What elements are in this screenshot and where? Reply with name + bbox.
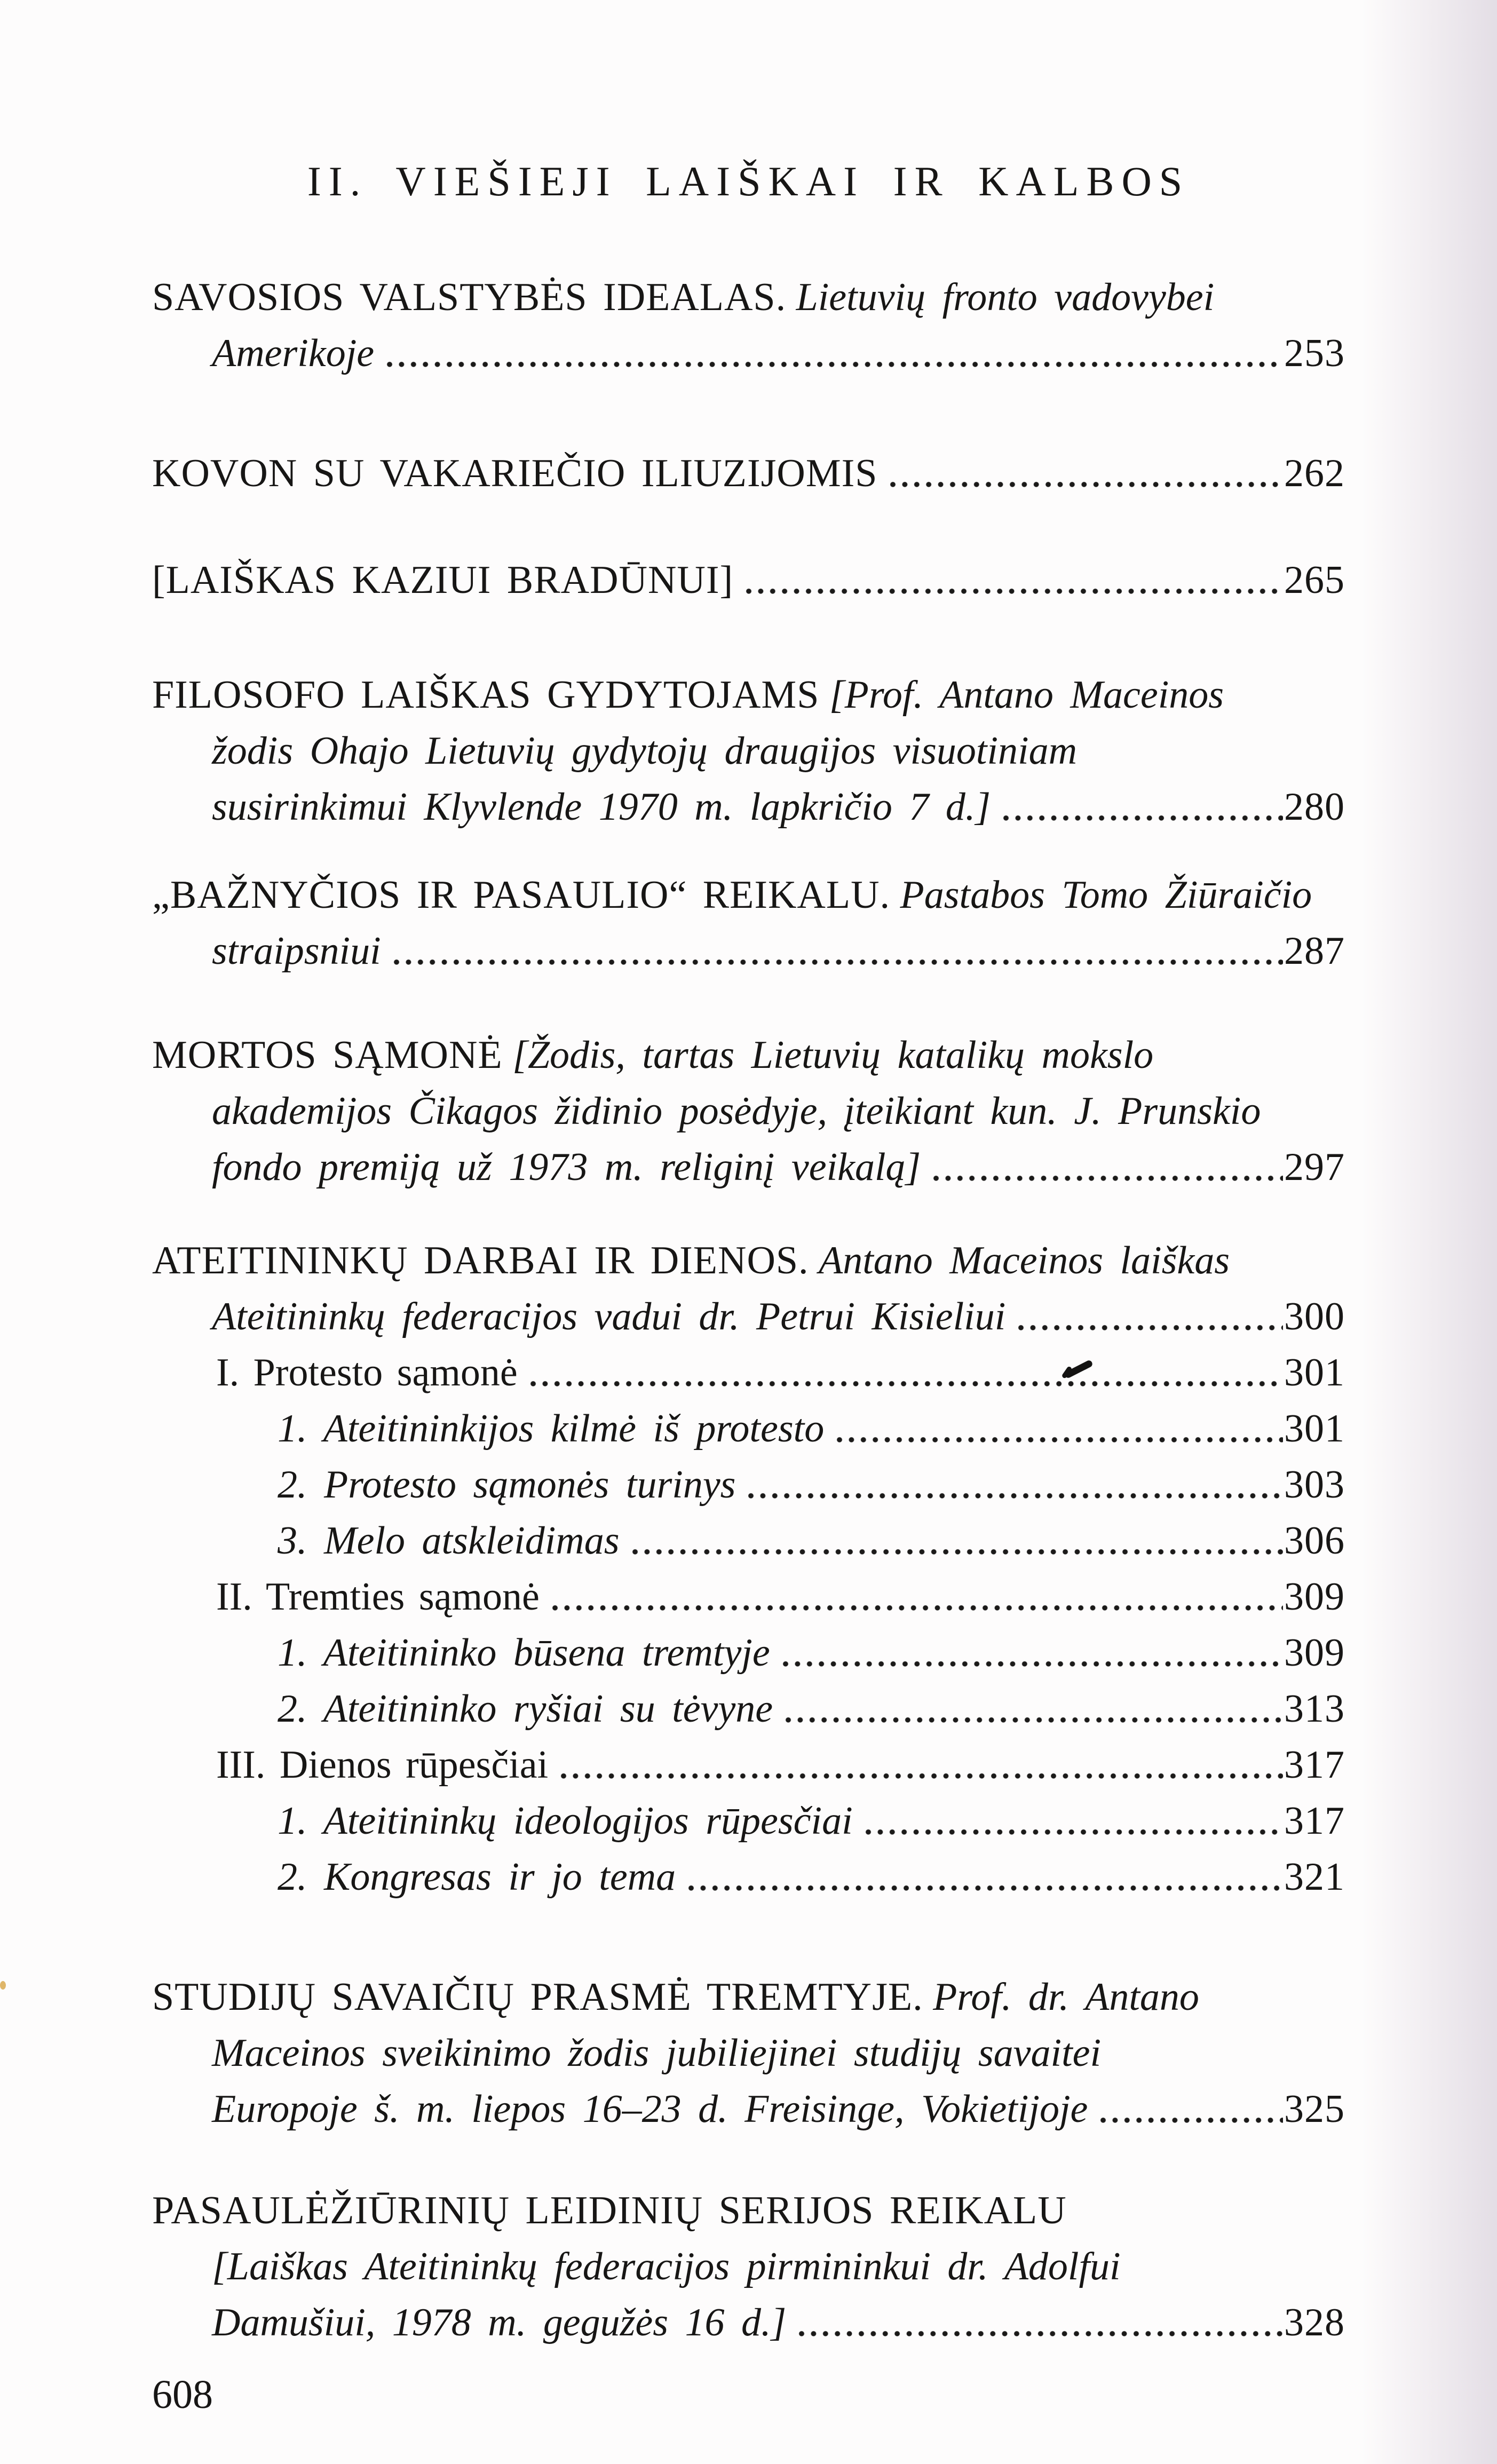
toc-line bbox=[152, 923, 1345, 979]
entry-title-caps: SAVOSIOS VALSTYBĖS IDEALAS. bbox=[152, 275, 787, 319]
page-ref: 321 bbox=[1284, 1855, 1345, 1899]
entry-title-italic: Antano Maceinos laiškas bbox=[819, 1239, 1230, 1282]
toc-line bbox=[152, 1969, 1345, 2025]
toc-line bbox=[152, 552, 1345, 608]
toc-line bbox=[152, 1233, 1345, 1289]
entry-continuation: Ateitininkų federacijos vadui dr. Petrui Kisieliui bbox=[212, 1295, 1006, 1338]
subitem-title: 1. Ateitininko būsena tremtyje bbox=[278, 1631, 770, 1675]
dot-leader bbox=[527, 1345, 1283, 1401]
dot-leader bbox=[743, 552, 1283, 608]
dot-leader bbox=[862, 1793, 1283, 1849]
page-ref: 317 bbox=[1284, 1799, 1345, 1843]
entry-continuation: žodis Ohajo Lietuvių gydytojų draugijos visuotiniam bbox=[212, 729, 1078, 773]
scan-speck bbox=[0, 1981, 6, 1990]
entry-continuation: straipsniui bbox=[212, 929, 381, 973]
page-ref: 300 bbox=[1284, 1295, 1345, 1338]
entry-title-italic: Prof. dr. Antano bbox=[933, 1975, 1199, 2019]
subitem-title: 1. Ateitininkijos kilmė iš protesto bbox=[278, 1407, 825, 1451]
dot-leader bbox=[685, 1849, 1283, 1905]
toc-subitem-line bbox=[152, 1401, 1345, 1457]
toc-subitem-line bbox=[152, 1457, 1345, 1513]
toc-line bbox=[152, 1083, 1345, 1139]
dot-leader bbox=[1015, 1289, 1283, 1345]
toc-subitem-line bbox=[152, 1625, 1345, 1681]
toc-entry bbox=[152, 270, 1345, 382]
subitem-title: 2. Protesto sąmonės turinys bbox=[278, 1463, 736, 1507]
entry-continuation: susirinkimui Klyvlende 1970 m. lapkričio 7 d.] bbox=[212, 785, 991, 829]
toc-line bbox=[152, 2239, 1345, 2295]
page-ref: 317 bbox=[1284, 1743, 1345, 1787]
entry-continuation: Amerikoje bbox=[212, 331, 375, 375]
page-ref: 301 bbox=[1284, 1407, 1345, 1451]
entry-title-italic: Pastabos Tomo Žiūraičio bbox=[900, 873, 1312, 917]
entry-title-italic: Lietuvių fronto vadovybei bbox=[796, 275, 1215, 319]
page-ref: 301 bbox=[1284, 1351, 1345, 1395]
entry-title-caps: KOVON SU VAKARIEČIO ILIUZIJOMIS bbox=[152, 451, 878, 495]
page-ref: 265 bbox=[1284, 558, 1345, 602]
toc-line bbox=[152, 867, 1345, 923]
toc-line bbox=[152, 2295, 1345, 2351]
dot-leader bbox=[1097, 2081, 1283, 2137]
toc-line bbox=[152, 2081, 1345, 2137]
toc-entry bbox=[152, 867, 1345, 979]
entry-continuation: [Laiškas Ateitininkų federacijos pirmininkui dr. Adolfui bbox=[212, 2245, 1121, 2288]
entry-title-italic: [Žodis, tartas Lietuvių katalikų mokslo bbox=[512, 1033, 1154, 1077]
dot-leader bbox=[796, 2295, 1283, 2351]
toc-line bbox=[152, 723, 1345, 779]
page-ref: 309 bbox=[1284, 1575, 1345, 1619]
toc-line bbox=[152, 1139, 1345, 1195]
entry-title-caps: STUDIJŲ SAVAIČIŲ PRASMĖ TREMTYJE. bbox=[152, 1975, 923, 2019]
subitem-title: 2. Ateitininko ryšiai su tėvyne bbox=[278, 1687, 773, 1731]
dot-leader bbox=[782, 1681, 1283, 1737]
page-ref: 303 bbox=[1284, 1463, 1345, 1507]
folio-number: 608 bbox=[152, 2372, 213, 2417]
toc-subitem-line bbox=[152, 1849, 1345, 1905]
page-ref: 262 bbox=[1284, 451, 1345, 495]
entry-continuation: Damušiui, 1978 m. gegužės 16 d.] bbox=[212, 2301, 787, 2344]
dot-leader bbox=[549, 1569, 1283, 1625]
toc-entry bbox=[152, 1027, 1345, 1195]
entry-title-caps: ATEITININKŲ DARBAI IR DIENOS. bbox=[152, 1239, 809, 1282]
toc-line bbox=[152, 667, 1345, 723]
toc-line bbox=[152, 1289, 1345, 1345]
toc-entry bbox=[152, 446, 1345, 502]
subsection-title: III. Dienos rūpesčiai bbox=[216, 1743, 549, 1787]
toc-content bbox=[152, 0, 1345, 2423]
toc-entry bbox=[152, 2183, 1345, 2351]
page-ref: 297 bbox=[1284, 1145, 1345, 1189]
dot-leader bbox=[384, 326, 1283, 382]
page-edge-shade bbox=[1361, 0, 1497, 2464]
page-ref: 306 bbox=[1284, 1519, 1345, 1563]
toc-entry bbox=[152, 1969, 1345, 2137]
toc-line bbox=[152, 270, 1345, 326]
toc-line bbox=[152, 1027, 1345, 1083]
page-ref: 325 bbox=[1284, 2087, 1345, 2131]
dot-leader bbox=[745, 1457, 1283, 1513]
dot-leader bbox=[780, 1625, 1283, 1681]
dot-leader bbox=[930, 1139, 1283, 1195]
toc-line bbox=[152, 2183, 1345, 2239]
subsection-title: II. Tremties sąmonė bbox=[216, 1575, 540, 1619]
toc-entry bbox=[152, 667, 1345, 835]
entry-continuation: Europoje š. m. liepos 16–23 d. Freisinge, Vokietijoje bbox=[212, 2087, 1088, 2131]
entry-title-caps: FILOSOFO LAIŠKAS GYDYTOJAMS bbox=[152, 673, 820, 717]
toc-line bbox=[152, 446, 1345, 502]
subitem-title: 1. Ateitininkų ideologijos rūpesčiai bbox=[278, 1799, 853, 1843]
page-ref: 253 bbox=[1284, 331, 1345, 375]
toc-subsection-line bbox=[152, 1569, 1345, 1625]
dot-leader bbox=[391, 923, 1283, 979]
page-ref: 287 bbox=[1284, 929, 1345, 973]
dot-leader bbox=[834, 1401, 1283, 1457]
entry-title-caps: PASAULĖŽIŪRINIŲ LEIDINIŲ SERIJOS REIKALU bbox=[152, 2189, 1067, 2232]
page-ref: 328 bbox=[1284, 2301, 1345, 2344]
entry-continuation: fondo premiją už 1973 m. religinį veikalą] bbox=[212, 1145, 921, 1189]
toc-subsection-line bbox=[152, 1345, 1345, 1401]
subitem-title: 2. Kongresas ir jo tema bbox=[278, 1855, 676, 1899]
toc-subitem-line bbox=[152, 1513, 1345, 1569]
toc-entry bbox=[152, 1233, 1345, 1905]
toc-line bbox=[152, 779, 1345, 835]
entry-continuation: akademijos Čikagos židinio posėdyje, įteikiant kun. J. Prunskio bbox=[212, 1089, 1261, 1133]
subitem-title: 3. Melo atskleidimas bbox=[278, 1519, 620, 1563]
page-ref: 309 bbox=[1284, 1631, 1345, 1675]
toc-entry bbox=[152, 552, 1345, 608]
entry-title-italic: [Prof. Antano Maceinos bbox=[829, 673, 1224, 717]
dot-leader bbox=[1000, 779, 1283, 835]
entry-title-caps: MORTOS SĄMONĖ bbox=[152, 1033, 503, 1077]
dot-leader bbox=[558, 1737, 1283, 1793]
entry-title-caps: [LAIŠKAS KAZIUI BRADŪNUI] bbox=[152, 558, 734, 602]
toc-subsection-line bbox=[152, 1737, 1345, 1793]
entry-title-caps: „BAŽNYČIOS IR PASAULIO“ REIKALU. bbox=[152, 873, 891, 917]
toc-subitem-line bbox=[152, 1793, 1345, 1849]
entry-continuation: Maceinos sveikinimo žodis jubiliejinei studijų savaitei bbox=[212, 2031, 1102, 2075]
subsection-title: I. Protesto sąmonė bbox=[216, 1351, 518, 1395]
dot-leader bbox=[629, 1513, 1283, 1569]
toc-subitem-line bbox=[152, 1681, 1345, 1737]
toc-line bbox=[152, 2025, 1345, 2081]
page-ref: 313 bbox=[1284, 1687, 1345, 1731]
dot-leader bbox=[887, 446, 1283, 502]
toc-line bbox=[152, 326, 1345, 382]
page-ref: 280 bbox=[1284, 785, 1345, 829]
section-heading: II. VIEŠIEJI LAIŠKAI IR KALBOS bbox=[307, 158, 1190, 204]
